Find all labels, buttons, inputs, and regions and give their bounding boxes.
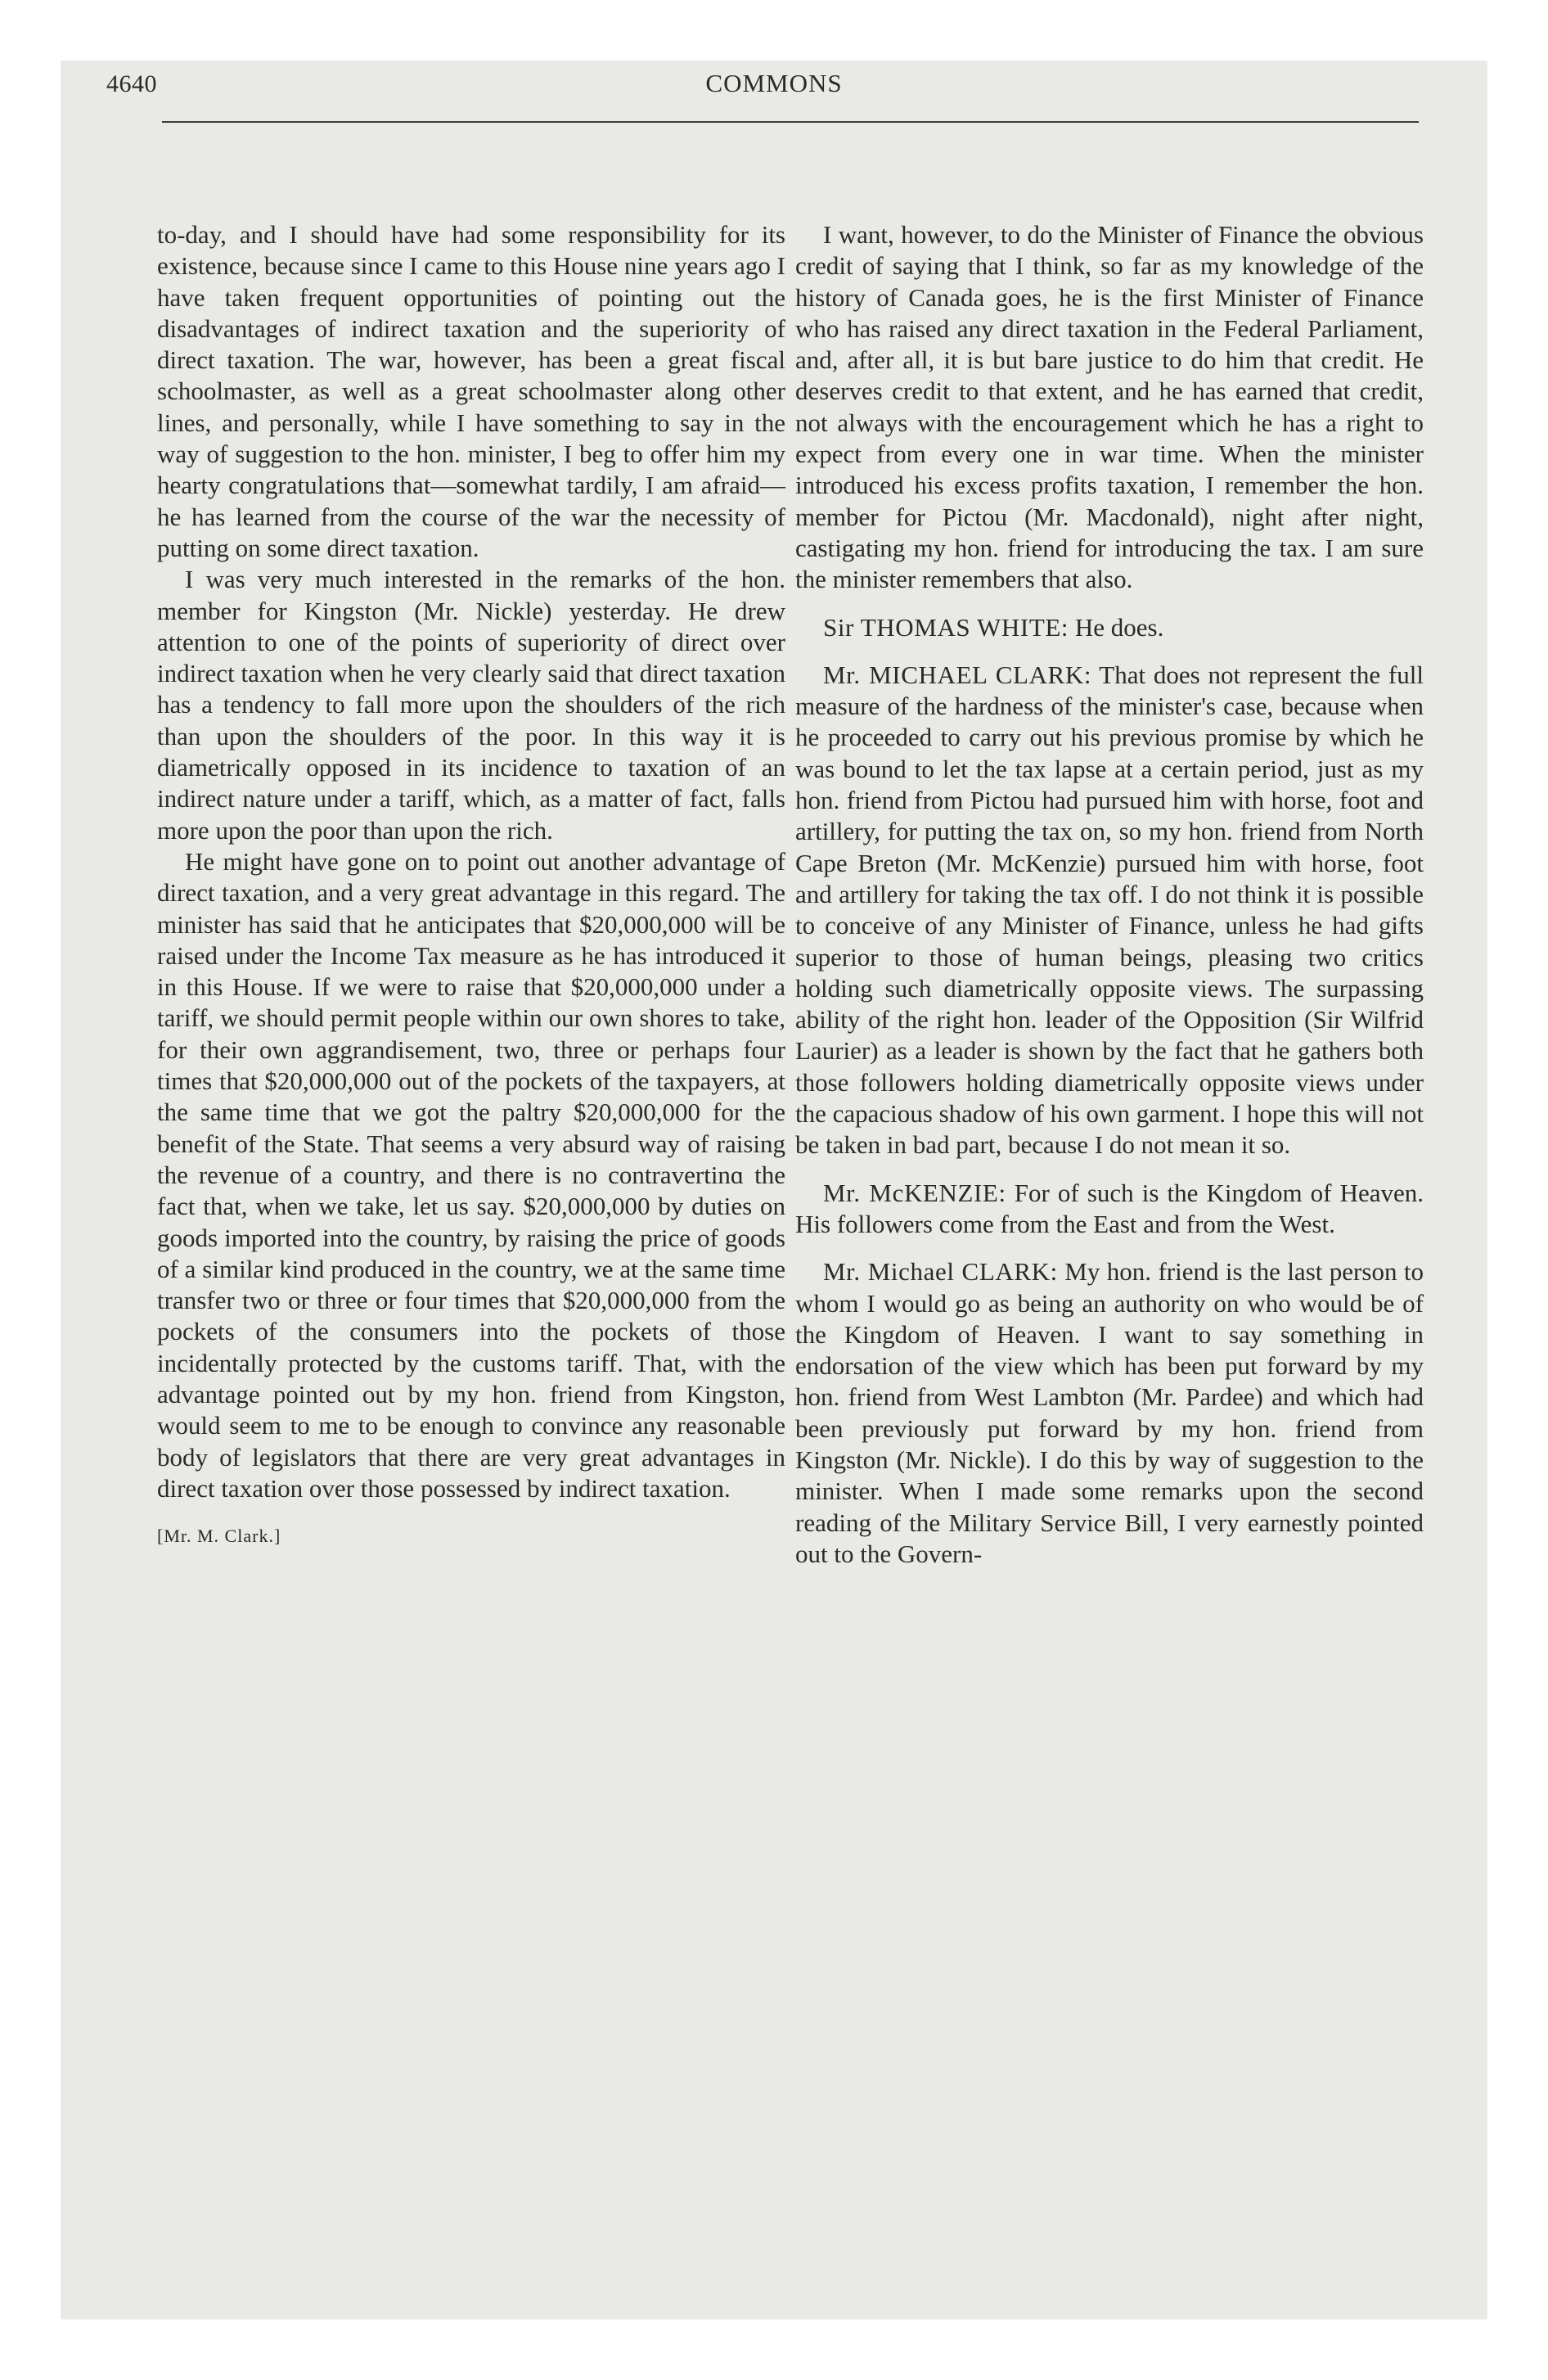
left-column [157, 219, 785, 1552]
speaker-name: Mr. McKENZIE: [823, 1178, 1006, 1207]
paragraph: I was very much interested in the remarks of the hon. member for Kingston (Mr. Nickle) yesterday. He drew attention to one of the points of superiority of direct over indirect taxation when he very clearly said that direct taxation has a tendency to fall more upon the shoulders of the rich than upon the shoulders of the poor. In this way it is diametrically opposed in its incidence to taxation of an indirect nature under a tariff, which, as a matter of fact, falls more upon the poor than upon the rich. [157, 565, 785, 845]
speech-paragraph [795, 1178, 1424, 1241]
paragraph: He might have gone on to point out another advantage of direct taxation, and a very great advantage in this regard. The minister has said that he anticipates that $20,000,000 will be raised under the Income Tax measure as he has introduced it in this House. If we were to raise that $20,000,000 under a tariff, we should permit people within our own shores to take, for their own aggrandisement, two, three or perhaps four times that $20,000,000 out of the pockets of the taxpayers, at the same time that we got the paltry $20,000,000 for the benefit of the State. That seems a very absurd way of raising the revenue of a country, and there is no contravertinɑ the fact that, when we take, let us say. $20,000,000 by duties on goods imported into the country, by raising the price of goods of a similar kind produced in the country, we at the same time transfer two or three or four times that $20,000,000 from the pockets of the consumers into the pockets of those incidentally protected by the customs tariff. That, with the advantage pointed out by my hon. friend from Kingston, would seem to me to be enough to convince any reasonable body of legislators that there are very great advantages in direct taxation over those possessed by indirect taxation. [157, 846, 785, 1503]
header-rule [162, 121, 1419, 123]
speech-paragraph [795, 612, 1424, 643]
speech-text: That does not represent the full measure of the hardness of the minister's case, because when he proceeded to carry out his previous promise by which he was bound to let the tax lapse at a certain period, just as my hon. friend from Pictou had pursued him with horse, foot and artillery, for putting the tax on, so my hon. friend from North Cape Breton (Mr. McKenzie) pursued him with horse, foot and artillery for taking the tax off. I do not think it is possible to conceive of any Minister of Finance, unless he had gifts superior to those of human beings, pleasing two critics holding such diametrically opposite views. The surpassing ability of the right hon. leader of the Opposition (Sir Wilfrid Laurier) as a leader is shown by the fact that he gathers both those followers holding diametrically opposite views under the capacious shadow of his own garment. I hope this will not be taken in bad part, because I do not mean it so. [795, 660, 1424, 1160]
speaker-name: Mr. Michael CLARK: [823, 1257, 1058, 1287]
running-head: COMMONS [705, 69, 843, 97]
speech-paragraph [795, 1256, 1424, 1570]
speaker-footer-note: [Mr. M. Clark.] [157, 1526, 281, 1547]
right-column [795, 219, 1424, 1570]
speech-text: For of such is the Kingdom of Heaven. His followers come from the East and from the West. [795, 1178, 1424, 1238]
speaker-name: Mr. MICHAEL CLARK: [823, 660, 1092, 689]
speech-text: My hon. friend is the last person to whom I would go as being an authority on who would be of the Kingdom of Heaven. I want to say something in endorsation of the view which has been put forward by my hon. friend from West Lambton (Mr. Pardee) and which had been previously put forward by my hon. friend from Kingston (Mr. Nickle). I do this by way of suggestion to the minister. When I made some remarks upon the second reading of the Military Service Bill, I very earnestly pointed out to the Govern- [795, 1257, 1424, 1568]
page-number: 4640 [106, 70, 157, 97]
speech-paragraph [795, 660, 1424, 1161]
paragraph: to-day, and I should have had some responsibility for its existence, because since I came to this House nine years ago I have taken frequent opportunities of pointing out the disadvantages of indirect taxation and the superiority of direct taxation. The war, however, has been a great fiscal schoolmaster, as well as a great schoolmaster along other lines, and personally, while I have something to say in the way of suggestion to the hon. minister, I beg to offer him my hearty congratulations that—somewhat tardily, I am afraid—he has learned from the course of the war the necessity of putting on some direct taxation. [157, 220, 785, 562]
speaker-name: Sir THOMAS WHITE: [823, 612, 1069, 642]
speech-text: He does. [1074, 612, 1164, 642]
paragraph: I want, however, to do the Minister of Finance the obvious credit of saying that I think, so far as my knowledge of the history of Canada goes, he is the first Minister of Finance who has raised any direct taxation in the Federal Parliament, and, after all, it is but bare justice to do him that credit. He deserves credit to that extent, and he has earned that credit, not always with the encouragement which he has a right to expect from every one in war time. When the minister introduced his excess profits taxation, I remember the hon. member for Pictou (Mr. Macdonald), night after night, castigating my hon. friend for introducing the tax. I am sure the minister remembers that also. [795, 220, 1424, 594]
